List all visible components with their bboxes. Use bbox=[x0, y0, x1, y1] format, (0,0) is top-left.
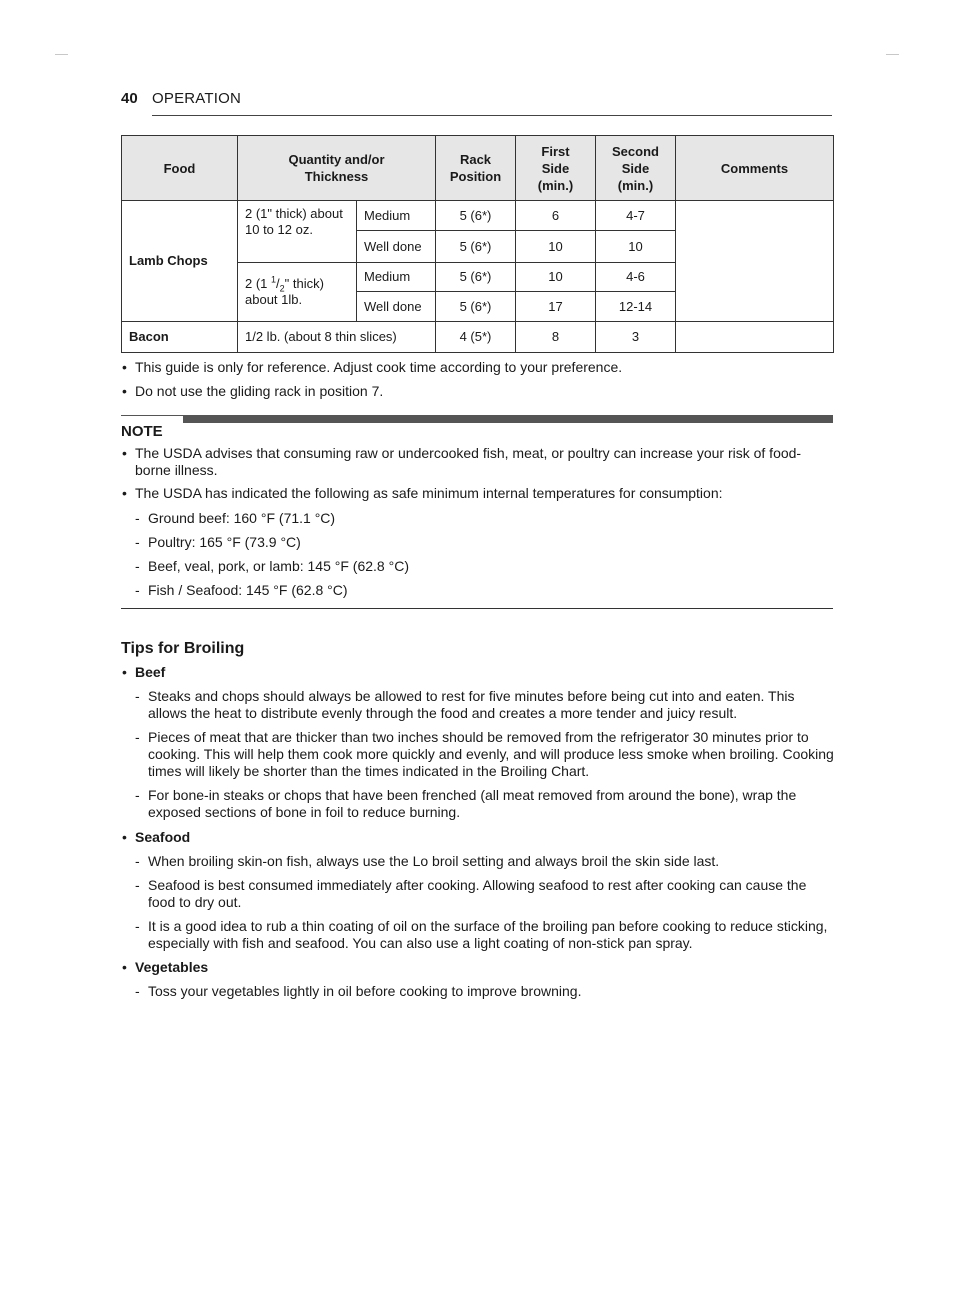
doneness-cell: Well done bbox=[357, 231, 436, 263]
header-second-text: Second Side (min.) bbox=[612, 143, 659, 193]
page-number: 40 bbox=[121, 90, 138, 107]
section-title: OPERATION bbox=[152, 90, 242, 107]
bullet-glyph: • bbox=[122, 664, 127, 680]
table-header-row bbox=[122, 136, 834, 201]
list-item: - Ground beef: 160 °F (71.1 °C) bbox=[134, 510, 834, 527]
doneness-cell: Medium bbox=[357, 263, 436, 292]
crop-mark-left bbox=[55, 54, 68, 55]
first-side-cell: 17 bbox=[516, 292, 596, 322]
note-top-rule bbox=[121, 415, 183, 416]
header-food: Food bbox=[122, 136, 238, 201]
note-list bbox=[121, 445, 833, 502]
vegetables-label: Vegetables bbox=[135, 959, 209, 975]
tips-title: Tips for Broiling bbox=[121, 640, 245, 657]
list-item: - Toss your vegetables lightly in oil before cooking to improve browning. bbox=[134, 983, 834, 1000]
second-side-cell: 3 bbox=[596, 322, 676, 353]
beef-tips-list bbox=[134, 688, 834, 821]
list-item: - It is a good idea to rub a thin coating of oil on the surface of the broiling pan before cooking to reduce sticking, especially with fish and seafood. You can also use a light coating of non-stick pan spray. bbox=[134, 918, 834, 952]
note-label: NOTE bbox=[121, 423, 163, 440]
list-item: - Seafood is best consumed immediately after cooking. Allowing seafood to rest after cooking can cause the food to dry out. bbox=[134, 877, 834, 911]
list-item: - Steaks and chops should always be allowed to rest for five minutes before being cut into and eaten. This allows the heat to distribute evenly through the food and creates a more tender and juicy result. bbox=[134, 688, 834, 722]
food-cell: Bacon bbox=[122, 322, 238, 353]
rack-cell: 5 (6*) bbox=[436, 292, 516, 322]
second-side-cell: 4-6 bbox=[596, 263, 676, 292]
crop-mark-right bbox=[886, 54, 899, 55]
rack-cell: 4 (5*) bbox=[436, 322, 516, 353]
beef-label: Beef bbox=[135, 664, 166, 680]
header-rack-text: Rack Position bbox=[449, 152, 502, 184]
second-side-cell: 4-7 bbox=[596, 201, 676, 231]
table-row bbox=[122, 322, 834, 353]
list-item: • This guide is only for reference. Adjust cook time according to your preference. bbox=[121, 359, 833, 376]
bullet-glyph: • bbox=[122, 959, 127, 975]
seafood-label: Seafood bbox=[135, 829, 191, 845]
note-bottom-rule bbox=[121, 608, 833, 609]
fraction-denominator: 2 bbox=[279, 283, 285, 294]
quantity-cell: 2 (1" thick) about 10 to 12 oz. bbox=[238, 201, 357, 263]
header-comments: Comments bbox=[676, 136, 834, 201]
header-first-text: First Side (min.) bbox=[537, 143, 574, 193]
rack-cell: 5 (6*) bbox=[436, 263, 516, 292]
header-quantity-text: Quantity and/or Thickness bbox=[288, 152, 385, 184]
fraction-numerator: 1 bbox=[271, 274, 277, 285]
list-item: • The USDA has indicated the following as safe minimum internal temperatures for consumption: bbox=[121, 485, 833, 502]
broiling-chart-table bbox=[121, 135, 834, 353]
rack-cell: 5 (6*) bbox=[436, 201, 516, 231]
doneness-cell: Medium bbox=[357, 201, 436, 231]
list-item: - When broiling skin-on fish, always use the Lo broil setting and always broil the skin side last. bbox=[134, 853, 834, 870]
note-bar bbox=[183, 415, 833, 423]
quantity-cell: 1/2 lb. (about 8 thin slices) bbox=[238, 322, 436, 353]
list-item: • The USDA advises that consuming raw or undercooked fish, meat, or poultry can increase your risk of food-borne illness. bbox=[121, 445, 833, 479]
comments-cell bbox=[676, 322, 834, 353]
header-rack bbox=[436, 136, 516, 201]
list-item: - For bone-in steaks or chops that have been frenched (all meat removed from around the bone), wrap the exposed sections of bone in foil to reduce burning. bbox=[134, 787, 834, 821]
list-item: - Pieces of meat that are thicker than two inches should be removed from the refrigerator 30 minutes prior to cooking. This will help them cook more quickly and evenly, and will produce less smoke when broiling. Cooking times will likely be shorter than the times indicated in the Broiling Chart. bbox=[134, 729, 834, 780]
quantity-cell bbox=[238, 263, 357, 322]
comments-cell bbox=[676, 201, 834, 322]
header-second-side bbox=[596, 136, 676, 201]
header-quantity bbox=[238, 136, 436, 201]
qty-suffix: " thick) about 1lb. bbox=[245, 276, 324, 307]
rack-cell: 5 (6*) bbox=[436, 231, 516, 263]
list-item: - Fish / Seafood: 145 °F (62.8 °C) bbox=[134, 582, 834, 599]
seafood-tips-list bbox=[134, 853, 834, 952]
qty-prefix: 2 (1 bbox=[245, 276, 272, 291]
first-side-cell: 10 bbox=[516, 231, 596, 263]
temperature-list bbox=[134, 510, 834, 599]
first-side-cell: 10 bbox=[516, 263, 596, 292]
list-item: • Do not use the gliding rack in position 7. bbox=[121, 383, 833, 400]
vegetables-tips-list bbox=[134, 983, 834, 1000]
bullet-glyph: • bbox=[122, 829, 127, 845]
table-row bbox=[122, 201, 834, 231]
second-side-cell: 12-14 bbox=[596, 292, 676, 322]
guide-notes-list bbox=[121, 359, 833, 400]
header-first-side bbox=[516, 136, 596, 201]
first-side-cell: 6 bbox=[516, 201, 596, 231]
page-header bbox=[121, 90, 832, 116]
header-rule bbox=[152, 115, 832, 116]
first-side-cell: 8 bbox=[516, 322, 596, 353]
second-side-cell: 10 bbox=[596, 231, 676, 263]
doneness-cell: Well done bbox=[357, 292, 436, 322]
list-item: - Poultry: 165 °F (73.9 °C) bbox=[134, 534, 834, 551]
list-item: - Beef, veal, pork, or lamb: 145 °F (62.8 °C) bbox=[134, 558, 834, 575]
fraction-slash: / bbox=[276, 276, 280, 291]
food-cell: Lamb Chops bbox=[122, 201, 238, 322]
